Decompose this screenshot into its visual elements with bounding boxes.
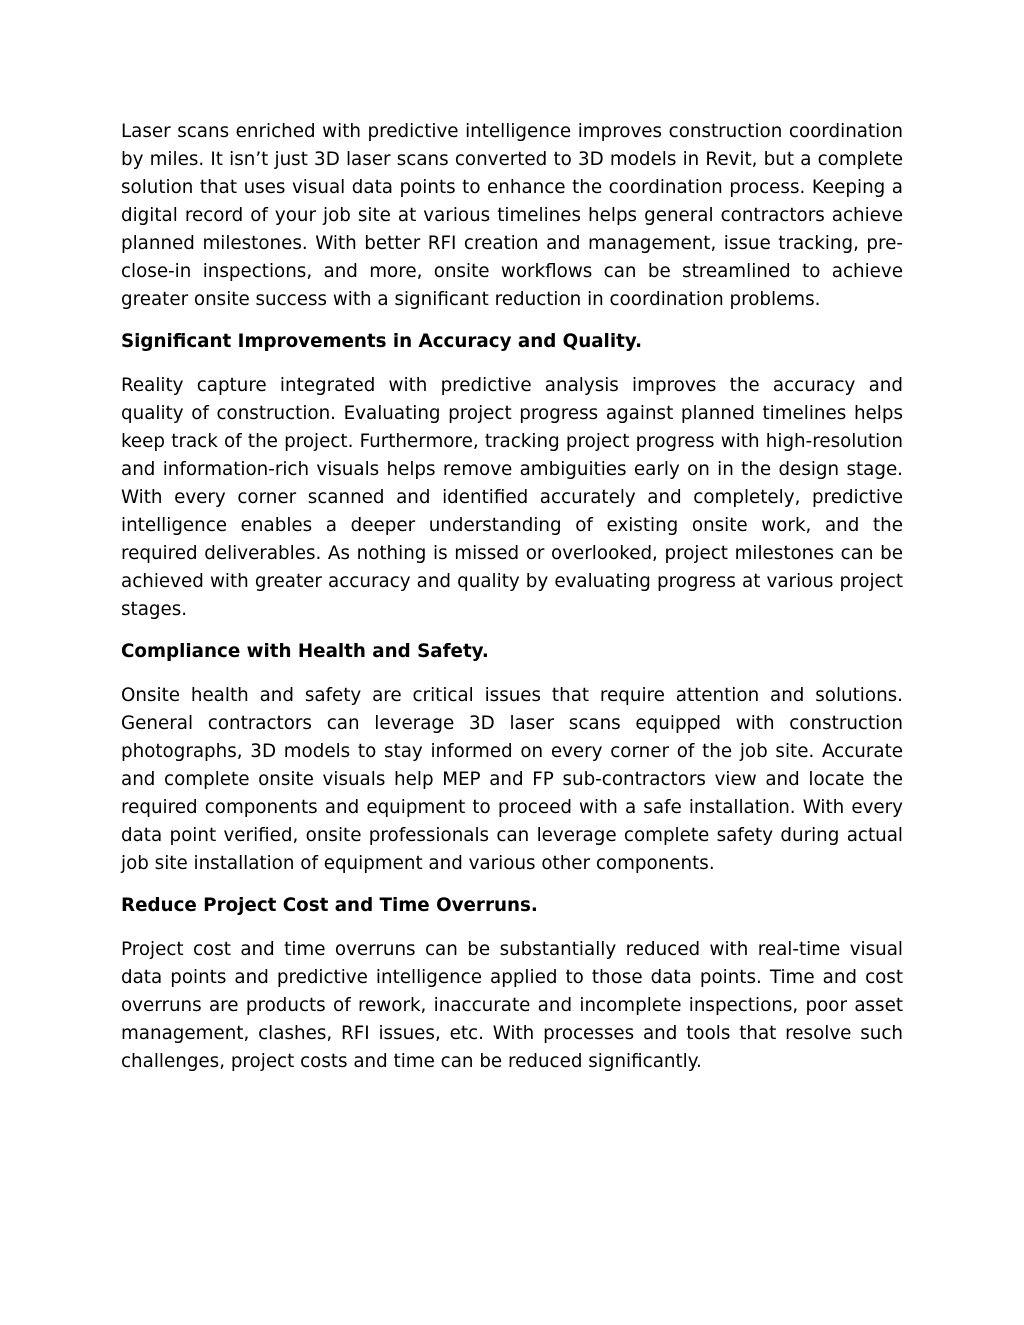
section-heading-cost-time: Reduce Project Cost and Time Overruns. (121, 895, 538, 916)
section-heading-health-safety: Compliance with Health and Safety. (121, 641, 489, 662)
section-heading-accuracy-quality: Significant Improvements in Accuracy and Quality. (121, 331, 643, 352)
section-body-health-safety: Onsite health and safety are critical issues that require attention and solutions. General contractors can leverage 3D laser scans equipped with construction photographs, 3D models to stay informed on every corner of the job site. Accurate and complete onsite visuals help MEP and FP sub-contractors view and locate the required components and equipment to proceed with a safe installation. With every data point verified, onsite professionals can leverage complete safety during actual job site installation of equipment and various other components. (121, 685, 903, 874)
intro-paragraph: Laser scans enriched with predictive intelligence improves construction coordination by miles. It isn’t just 3D laser scans converted to 3D models in Revit, but a complete solution that uses visual data points to enhance the coordination process. Keeping a digital record of your job site at various timelines helps general contractors achieve planned milestones. With better RFI creation and management, issue tracking, pre-close-in inspections, and more, onsite workflows can be streamlined to achieve greater onsite success with a significant reduction in coordination problems. (121, 121, 903, 310)
document-page (121, 118, 903, 1090)
section-body-accuracy-quality: Reality capture integrated with predictive analysis improves the accuracy and quality of construction. Evaluating project progress against planned timelines helps keep track of the project. Furthermore, tracking project progress with high-resolution and information-rich visuals helps remove ambiguities early on in the design stage. With every corner scanned and identified accurately and completely, predictive intelligence enables a deeper understanding of existing onsite work, and the required deliverables. As nothing is missed or overlooked, project milestones can be achieved with greater accuracy and quality by evaluating progress at various project stages. (121, 375, 903, 620)
section-body-cost-time: Project cost and time overruns can be substantially reduced with real-time visual data points and predictive intelligence applied to those data points. Time and cost overruns are products of rework, inaccurate and incomplete inspections, poor asset management, clashes, RFI issues, etc. With processes and tools that resolve such challenges, project costs and time can be reduced significantly. (121, 939, 903, 1072)
